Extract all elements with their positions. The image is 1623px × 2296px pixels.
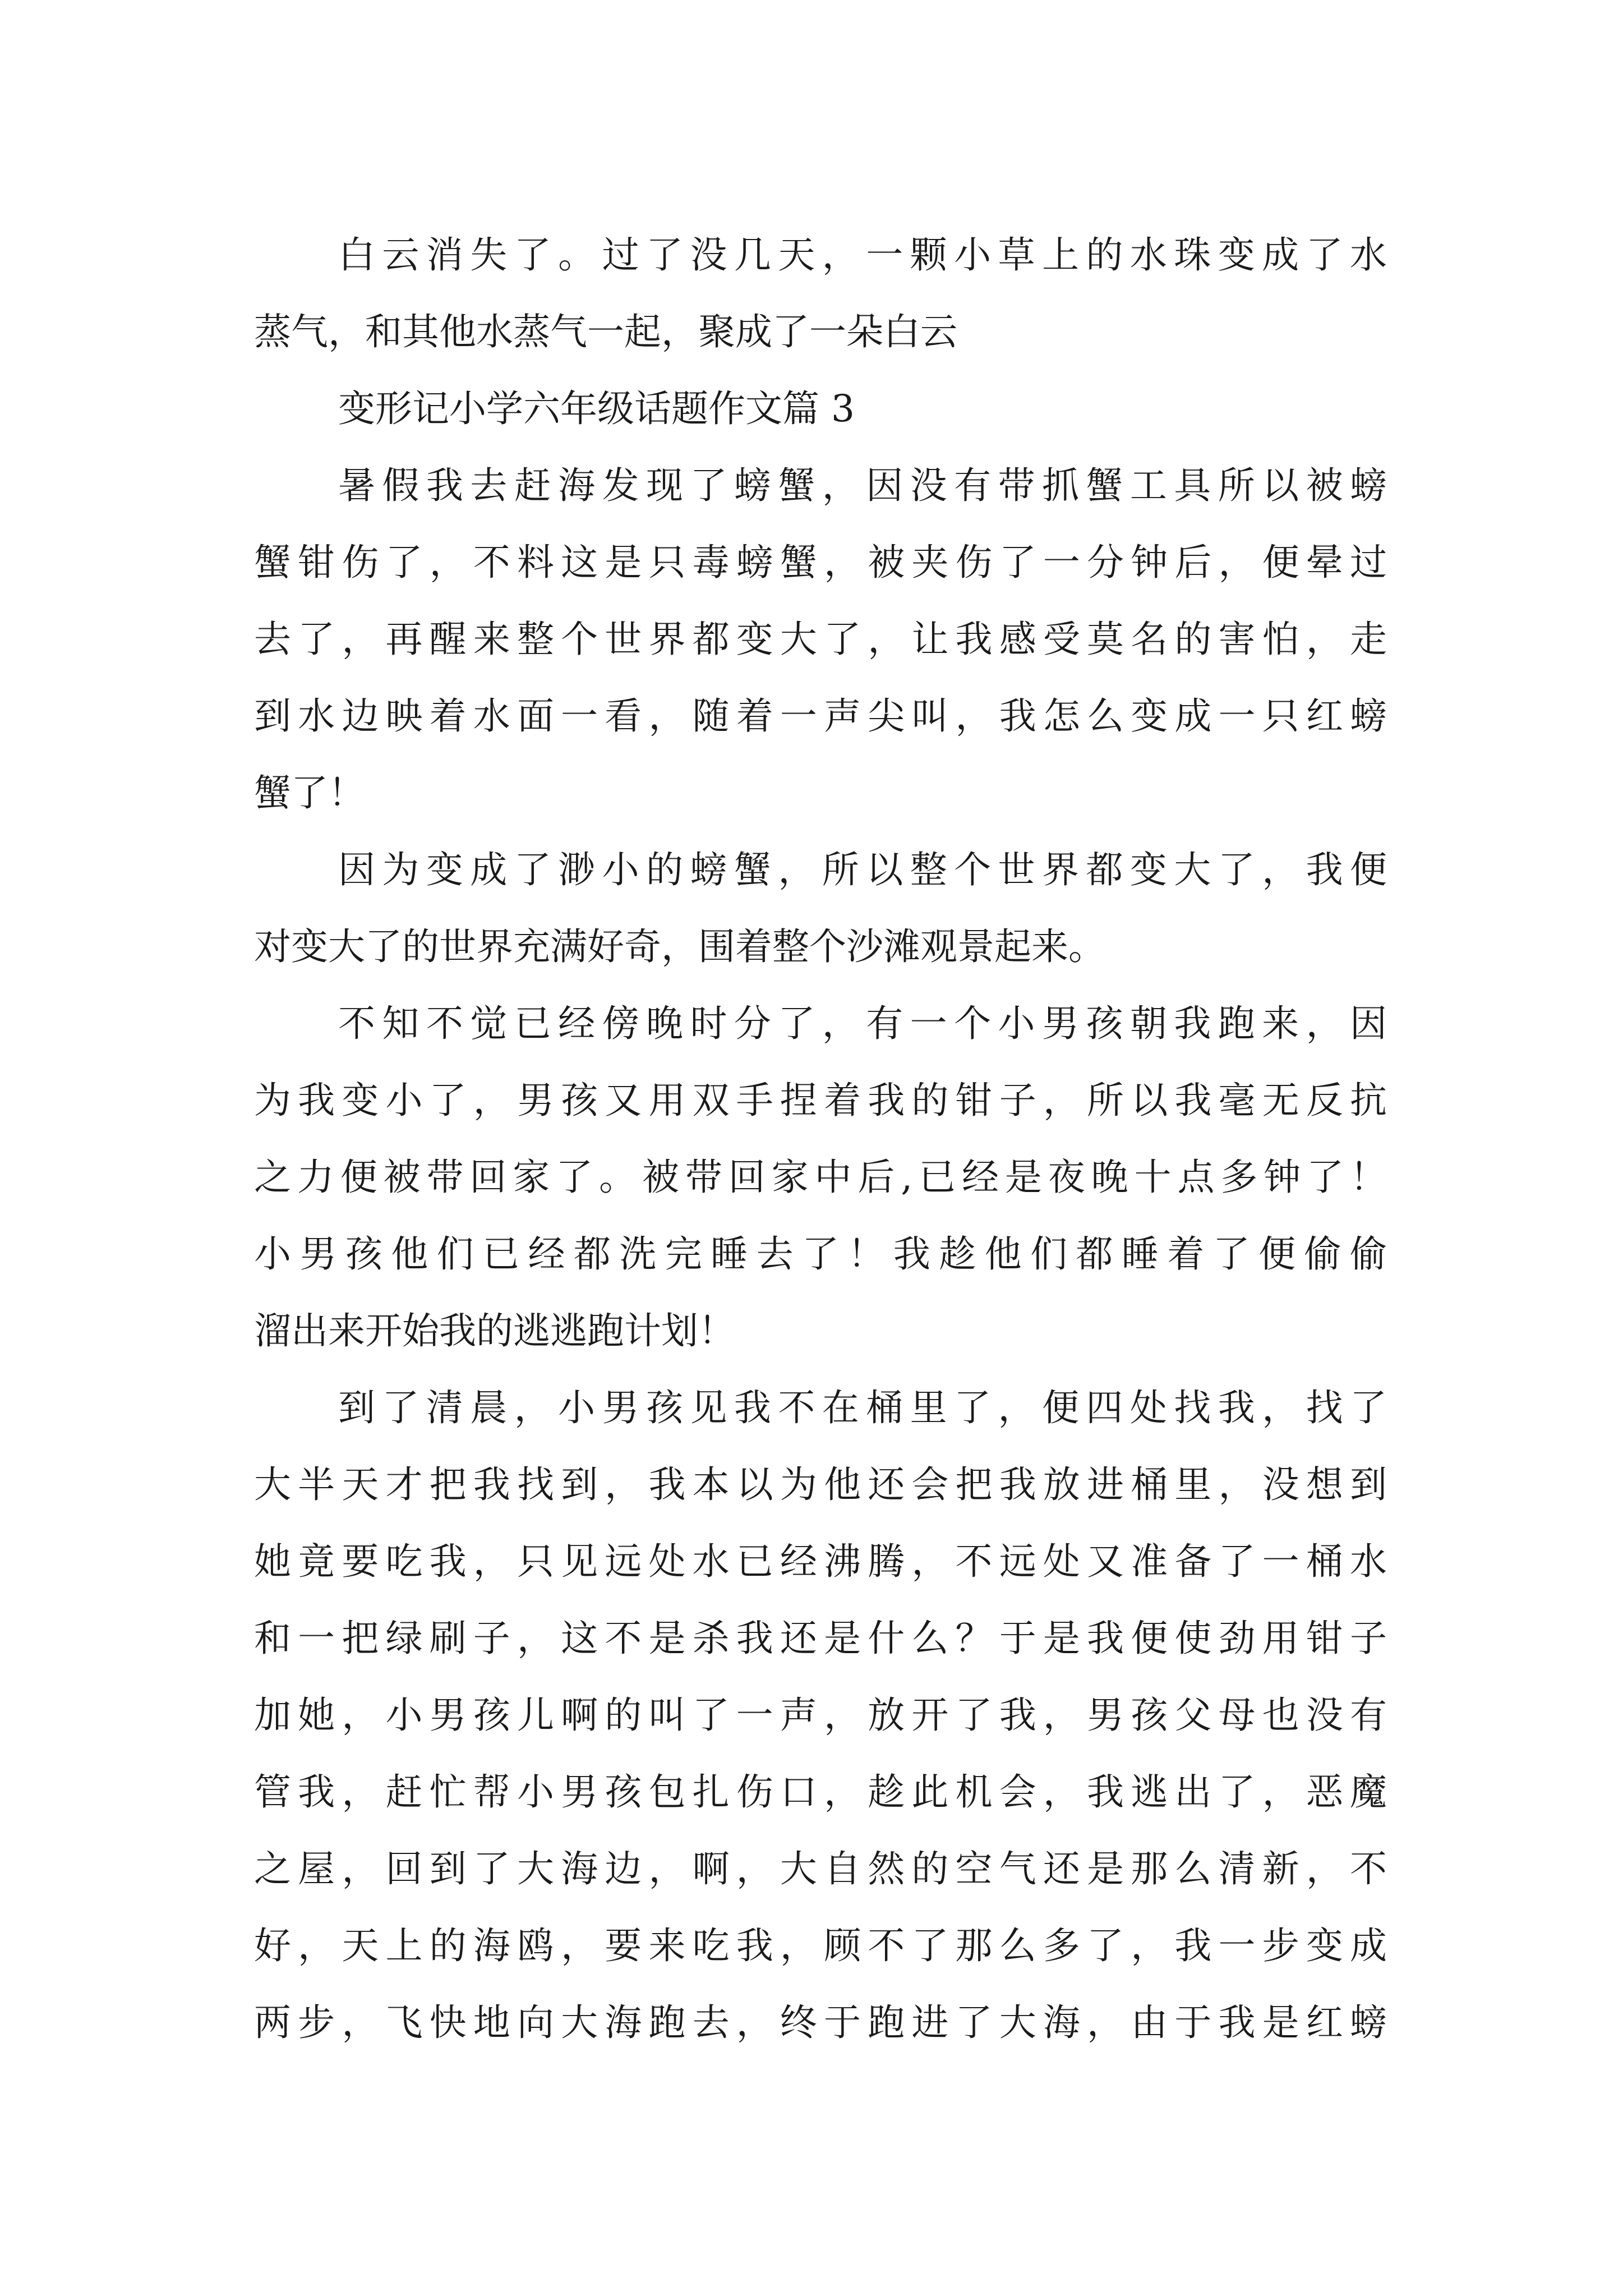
paragraph-line: 为我变小了，男孩又用双手捏着我的钳子，所以我毫无反抗 [254,1079,1387,1122]
paragraph-line: 小男孩他们已经都洗完睡去了！我趁他们都睡着了便偷偷 [254,1232,1387,1276]
paragraph-line: 之力便被带回家了。被带回家中后,已经是夜晚十点多钟了！ [254,1156,1387,1199]
paragraph-line: 蟹了！ [254,771,365,815]
paragraph-line: 到水边映着水面一看，随着一声尖叫，我怎么变成一只红螃 [254,694,1387,738]
paragraph-line: 因为变成了渺小的螃蟹，所以整个世界都变大了，我便 [338,848,1387,891]
paragraph-line: 白云消失了。过了没几天，一颗小草上的水珠变成了水 [338,233,1387,277]
paragraph-line: 之屋，回到了大海边，啊，大自然的空气还是那么清新，不 [254,1847,1387,1890]
paragraph-line: 她竟要吃我，只见远处水已经沸腾，不远处又准备了一桶水 [254,1540,1387,1583]
paragraph-line: 大半天才把我找到，我本以为他还会把我放进桶里，没想到 [254,1463,1387,1506]
paragraph-line: 去了，再醒来整个世界都变大了，让我感受莫名的害怕，走 [254,618,1387,661]
paragraph-line: 对变大了的世界充满好奇，围着整个沙滩观景起来。 [254,925,1105,968]
section-heading: 变形记小学六年级话题作文篇 3 [338,387,855,430]
paragraph-line: 到了清晨，小男孩见我不在桶里了，便四处找我，找了 [338,1386,1387,1429]
paragraph-line: 蒸气，和其他水蒸气一起，聚成了一朵白云 [254,310,957,353]
paragraph-line: 两步，飞快地向大海跑去，终于跑进了大海，由于我是红螃 [254,2001,1387,2044]
paragraph-line: 好，天上的海鸥，要来吃我，顾不了那么多了，我一步变成 [254,1924,1387,1967]
paragraph-line: 暑假我去赶海发现了螃蟹，因没有带抓蟹工具所以被螃 [338,464,1387,507]
paragraph-line: 不知不觉已经傍晚时分了，有一个小男孩朝我跑来，因 [338,1002,1387,1045]
paragraph-line: 管我，赶忙帮小男孩包扎伤口，趁此机会，我逃出了，恶魔 [254,1770,1387,1814]
paragraph-line: 和一把绿刷子，这不是杀我还是什么？于是我便使劲用钳子 [254,1617,1387,1660]
paragraph-line: 蟹钳伤了，不料这是只毒螃蟹，被夹伤了一分钟后，便晕过 [254,541,1387,584]
paragraph-line: 加她，小男孩儿啊的叫了一声，放开了我，男孩父母也没有 [254,1694,1387,1737]
paragraph-line: 溜出来开始我的逃逃跑计划！ [254,1309,735,1352]
